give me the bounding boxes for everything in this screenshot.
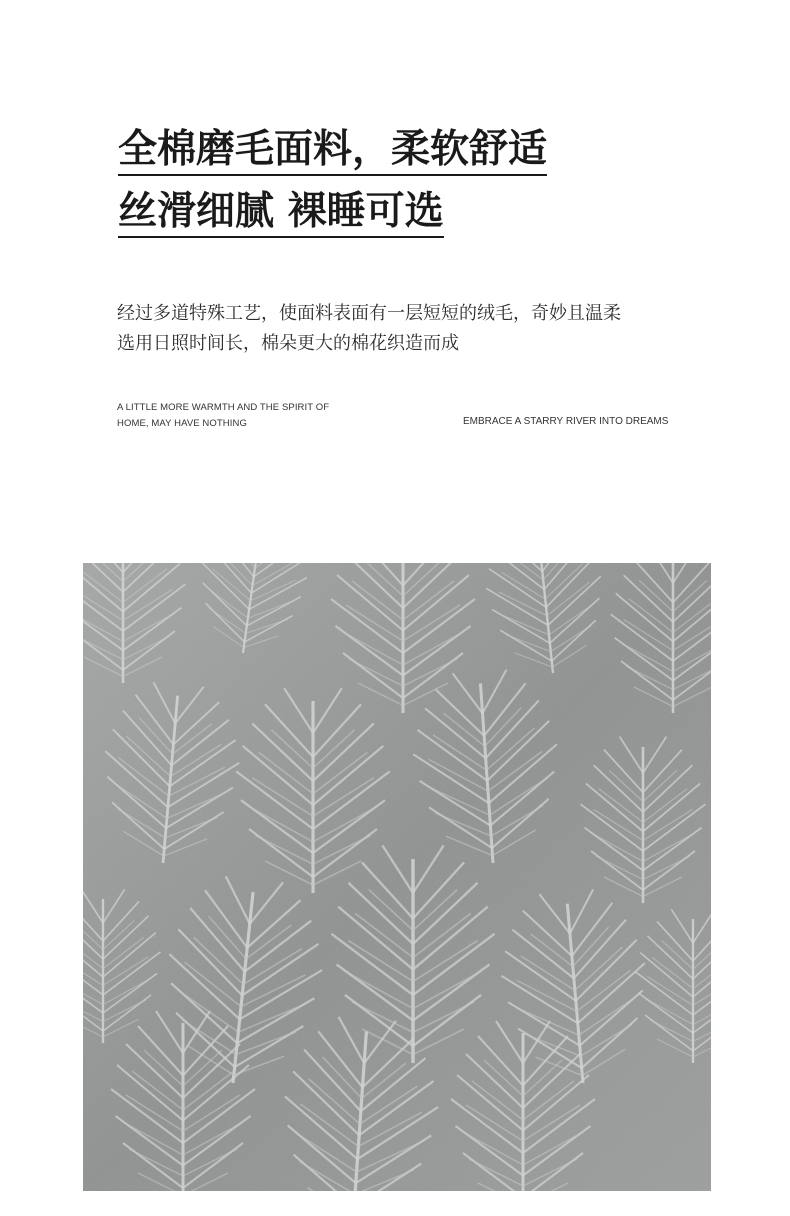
tagline-left-line-1: A LITTLE MORE WARMTH AND THE SPIRIT OF [117, 402, 330, 413]
tagline-right: EMBRACE A STARRY RIVER INTO DREAMS [463, 416, 669, 427]
description-line-2: 选用日照时间长，棉朵更大的棉花织造而成 [117, 333, 459, 354]
tagline-left-line-2: HOME, MAY HAVE NOTHING [117, 418, 247, 429]
description [117, 299, 677, 359]
description-line-1: 经过多道特殊工艺，使面料表面有一层短短的绒毛，奇妙且温柔 [117, 303, 621, 324]
fabric-texture-image [83, 563, 711, 1191]
fabric-feather-pattern [83, 563, 711, 1191]
headline-line-2: 丝滑细腻 裸睡可选 [118, 188, 444, 238]
tagline-left [117, 400, 347, 432]
headline [118, 126, 678, 246]
headline-line-1: 全棉磨毛面料，柔软舒适 [118, 126, 547, 176]
